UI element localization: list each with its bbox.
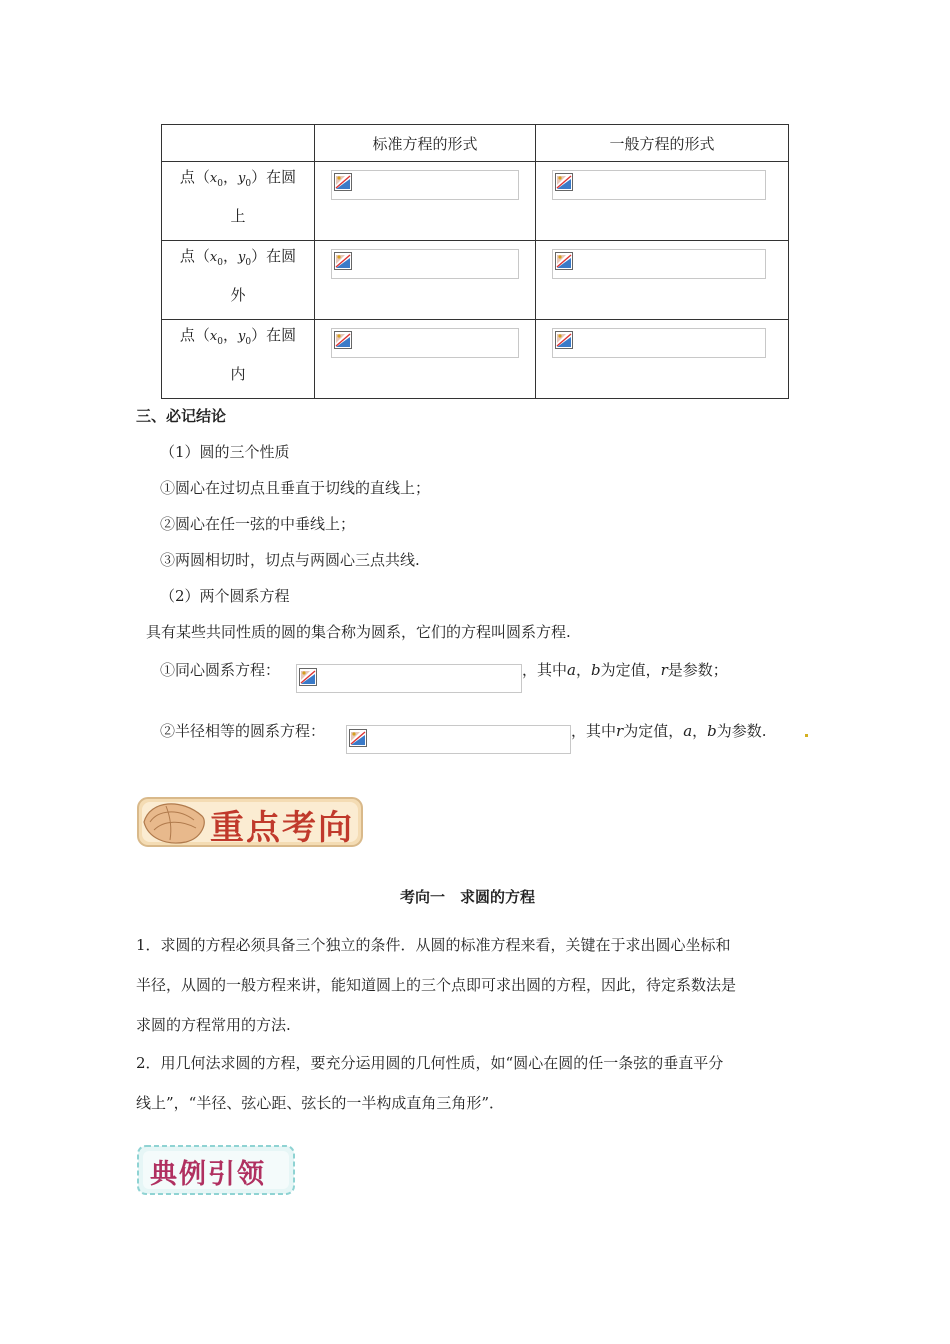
row-label-on: 点（$x_0$，$y_0$）在圆 上 [162, 162, 315, 241]
paragraph: 具有某些共同性质的圆的集合称为圆系，它们的方程叫圆系方程. [146, 623, 571, 641]
topic-title: 考向一 求圆的方程 [400, 888, 536, 906]
banner-title: 重点考向 [210, 808, 354, 848]
subsection-heading: （2）两个圆系方程 [160, 587, 290, 605]
subsection-heading: （1）圆的三个性质 [160, 443, 290, 461]
equation-line-1-tail: ，其中a，b为定值，r是参数； [522, 661, 728, 679]
table-row [162, 162, 789, 241]
point-position-table [161, 124, 789, 399]
equation-line-1: ①同心圆系方程： [160, 661, 281, 679]
section-title: 三、必记结论 [136, 407, 227, 425]
cell-general-outside [536, 241, 789, 320]
table-row [162, 241, 789, 320]
broken-image-icon [334, 331, 352, 349]
cell-general-inside [536, 320, 789, 399]
formula-image-placeholder [331, 328, 519, 358]
paragraph-line: 2．用几何法求圆的方程，要充分运用圆的几何性质，如“圆心在圆的任一条弦的垂直平分 [136, 1054, 724, 1072]
broken-image-icon [349, 729, 367, 747]
broken-image-icon [555, 331, 573, 349]
table-header-empty [162, 125, 315, 162]
row-label-inside: 点（$x_0$，$y_0$）在圆 内 [162, 320, 315, 399]
cell-standard-inside [315, 320, 536, 399]
banner-title: 典例引领 [150, 1159, 266, 1190]
equation-line-2: ②半径相等的圆系方程： [160, 722, 326, 740]
formula-image-placeholder [552, 249, 766, 279]
equation-line-2-tail: ，其中r为定值，a，b为参数. [571, 722, 767, 740]
key-points-banner [136, 792, 366, 852]
list-item: ③两圆相切时，切点与两圆心三点共线. [160, 551, 420, 569]
examples-banner [136, 1142, 296, 1198]
broken-image-icon [334, 252, 352, 270]
formula-image-placeholder [331, 249, 519, 279]
formula-image-placeholder [346, 725, 571, 754]
paragraph-line: 1．求圆的方程必须具备三个独立的条件．从圆的标准方程来看，关键在于求出圆心坐标和 [136, 936, 731, 954]
formula-image-placeholder [552, 328, 766, 358]
table-header-standard: 标准方程的形式 [315, 125, 536, 162]
broken-image-icon [555, 173, 573, 191]
formula-image-placeholder [331, 170, 519, 200]
table-header-row [162, 125, 789, 162]
paragraph-line: 线上”，“半径、弦心距、弦长的一半构成直角三角形”． [136, 1094, 505, 1112]
list-item: ①圆心在过切点且垂直于切线的直线上； [160, 479, 431, 497]
table-header-general: 一般方程的形式 [536, 125, 789, 162]
decorative-dot [805, 734, 808, 737]
paragraph-line: 半径，从圆的一般方程来讲，能知道圆上的三个点即可求出圆的方程，因此，待定系数法是 [136, 976, 737, 994]
row-label-outside: 点（$x_0$，$y_0$）在圆 外 [162, 241, 315, 320]
paragraph-line: 求圆的方程常用的方法. [136, 1016, 291, 1034]
broken-image-icon [299, 668, 317, 686]
cell-standard-on [315, 162, 536, 241]
cell-standard-outside [315, 241, 536, 320]
table-row [162, 320, 789, 399]
formula-image-placeholder [296, 664, 522, 693]
formula-image-placeholder [552, 170, 766, 200]
list-item: ②圆心在任一弦的中垂线上； [160, 515, 356, 533]
broken-image-icon [334, 173, 352, 191]
broken-image-icon [555, 252, 573, 270]
cell-general-on [536, 162, 789, 241]
